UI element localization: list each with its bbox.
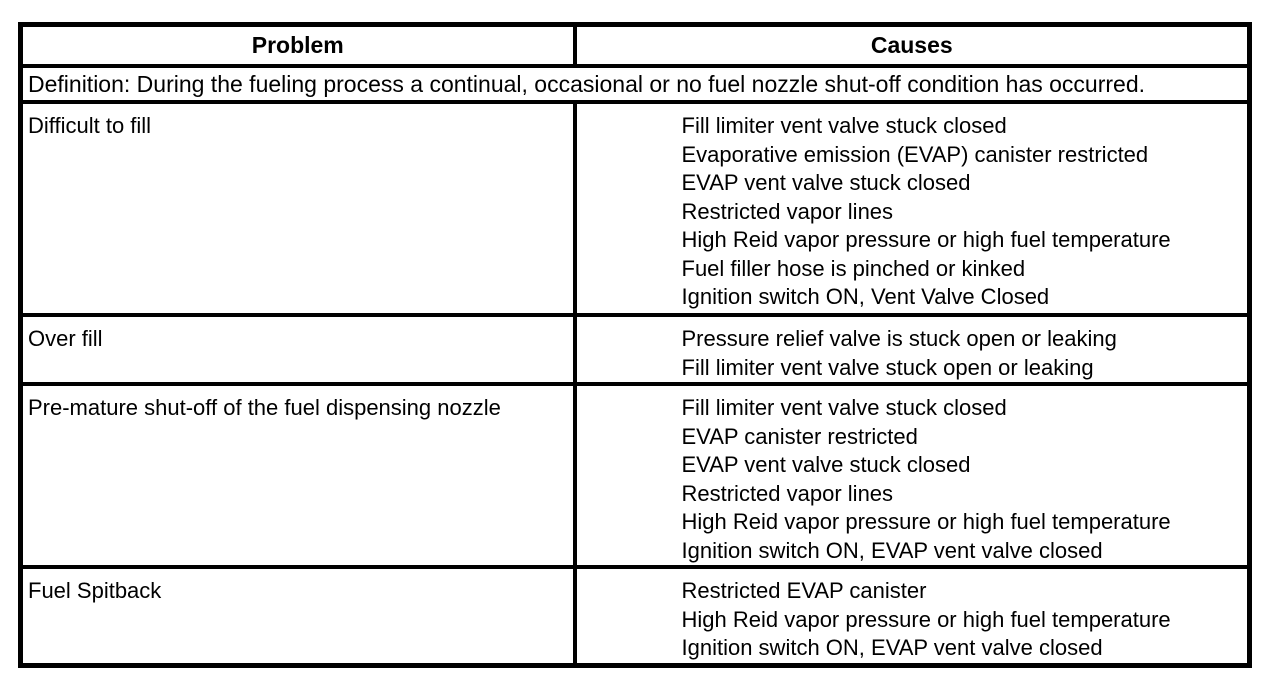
table-row (21, 567, 1250, 665)
cause-line: Fill limiter vent valve stuck closed (681, 395, 1007, 420)
cause-line: Fuel filler hose is pinched or kinked (681, 255, 1026, 281)
cause-line: Restricted vapor lines (681, 198, 894, 224)
causes-column-header: Causes (575, 25, 1250, 67)
causes-cell (575, 102, 1250, 315)
cause-line: Ignition switch ON, EVAP vent valve closed (681, 537, 1103, 563)
definition-row (21, 66, 1250, 102)
cause-line: Ignition switch ON, Vent Valve Closed (681, 284, 1050, 309)
causes-cell (575, 384, 1250, 567)
cause-line: Evaporative emission (EVAP) canister restricted (681, 141, 1149, 167)
cause-line: Pressure relief valve is stuck open or leaking (681, 326, 1117, 351)
cause-line: High Reid vapor pressure or high fuel temperature (681, 509, 1171, 534)
causes-cell (575, 567, 1250, 665)
cause-line: Restricted vapor lines (681, 480, 894, 506)
cause-line: EVAP vent valve stuck closed (681, 170, 971, 195)
cause-line: Fill limiter vent valve stuck closed (681, 113, 1007, 138)
problem-column-header: Problem (21, 25, 575, 67)
header-section (21, 25, 1250, 103)
header-row (21, 25, 1250, 67)
cause-line: High Reid vapor pressure or high fuel temperature (681, 227, 1171, 252)
problem-cell: Over fill (21, 315, 575, 384)
cause-line: Restricted EVAP canister (681, 578, 927, 603)
table-body (21, 102, 1250, 665)
cause-line: Ignition switch ON, EVAP vent valve closed (681, 635, 1103, 660)
definition-text: Definition: During the fueling process a continual, occasional or no fuel nozzle shut-off condition has occurred. (21, 66, 1250, 102)
fuel-nozzle-shutoff-diagnosis-table (18, 22, 1252, 668)
problem-cell: Fuel Spitback (21, 567, 575, 665)
table-row (21, 102, 1250, 315)
cause-line: EVAP canister restricted (681, 423, 918, 449)
cause-line: EVAP vent valve stuck closed (681, 452, 971, 477)
problem-cell: Difficult to fill (21, 102, 575, 315)
table-row (21, 384, 1250, 567)
causes-cell (575, 315, 1250, 384)
cause-line: Fill limiter vent valve stuck open or leaking (681, 354, 1094, 380)
cause-line: High Reid vapor pressure or high fuel temperature (681, 606, 1171, 632)
table-row (21, 315, 1250, 384)
problem-cell: Pre-mature shut-off of the fuel dispensing nozzle (21, 384, 575, 567)
